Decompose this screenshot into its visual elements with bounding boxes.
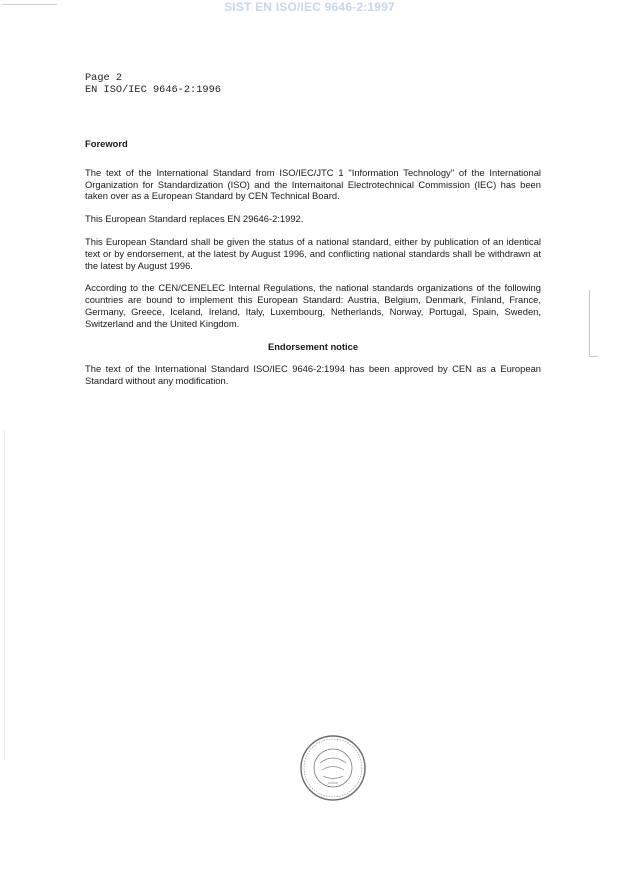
scan-artifact-right-bracket: [589, 290, 590, 356]
foreword-paragraph: According to the CEN/CENELEC Internal Regulations, the national standards organizations of the following countries are bound to implement this European Standard: Austria, Belgium, Denmark, Finland, France, Germany, Greece, Iceland, Ireland, Italy, Luxembourg, Netherlands, Norway, Portugal, Spain, Sweden, Switzerland and the United Kingdom.: [85, 282, 541, 329]
official-seal-stamp: [298, 733, 368, 803]
page-number: Page 2: [85, 72, 123, 84]
scan-artifact-left-edge: [4, 430, 5, 760]
watermark-text: SIST EN ISO/IEC 9646-2:1997: [224, 0, 395, 14]
endorsement-text: The text of the International Standard ISO/IEC 9646-2:1994 has been approved by CEN as a European Standard without any modification.: [85, 363, 541, 387]
endorsement-heading: Endorsement notice: [267, 340, 359, 352]
foreword-paragraph: The text of the International Standard from ISO/IEC/JTC 1 "Information Technology" of the International Organization for Standardization (ISO) and the Internaitonal Electrotechnical Commission (IEC) has been taken over as a European Standard by CEN Technical Board.: [85, 166, 541, 202]
document-body: [85, 138, 541, 398]
page-header: [85, 72, 221, 96]
foreword-heading: Foreword: [85, 138, 128, 149]
scan-artifact-top-left: [2, 4, 57, 5]
scan-artifact-right-bracket-foot: [589, 356, 598, 357]
document-id: EN ISO/IEC 9646-2:1996: [85, 84, 221, 96]
foreword-paragraph: This European Standard replaces EN 29646-2:1992.: [85, 213, 304, 225]
foreword-paragraph: This European Standard shall be given the status of a national standard, either by publication of an identical text or by endorsement, at the latest by August 1996, and conflicting national standards shall be withdrawn at the latest by August 1996.: [85, 235, 541, 271]
